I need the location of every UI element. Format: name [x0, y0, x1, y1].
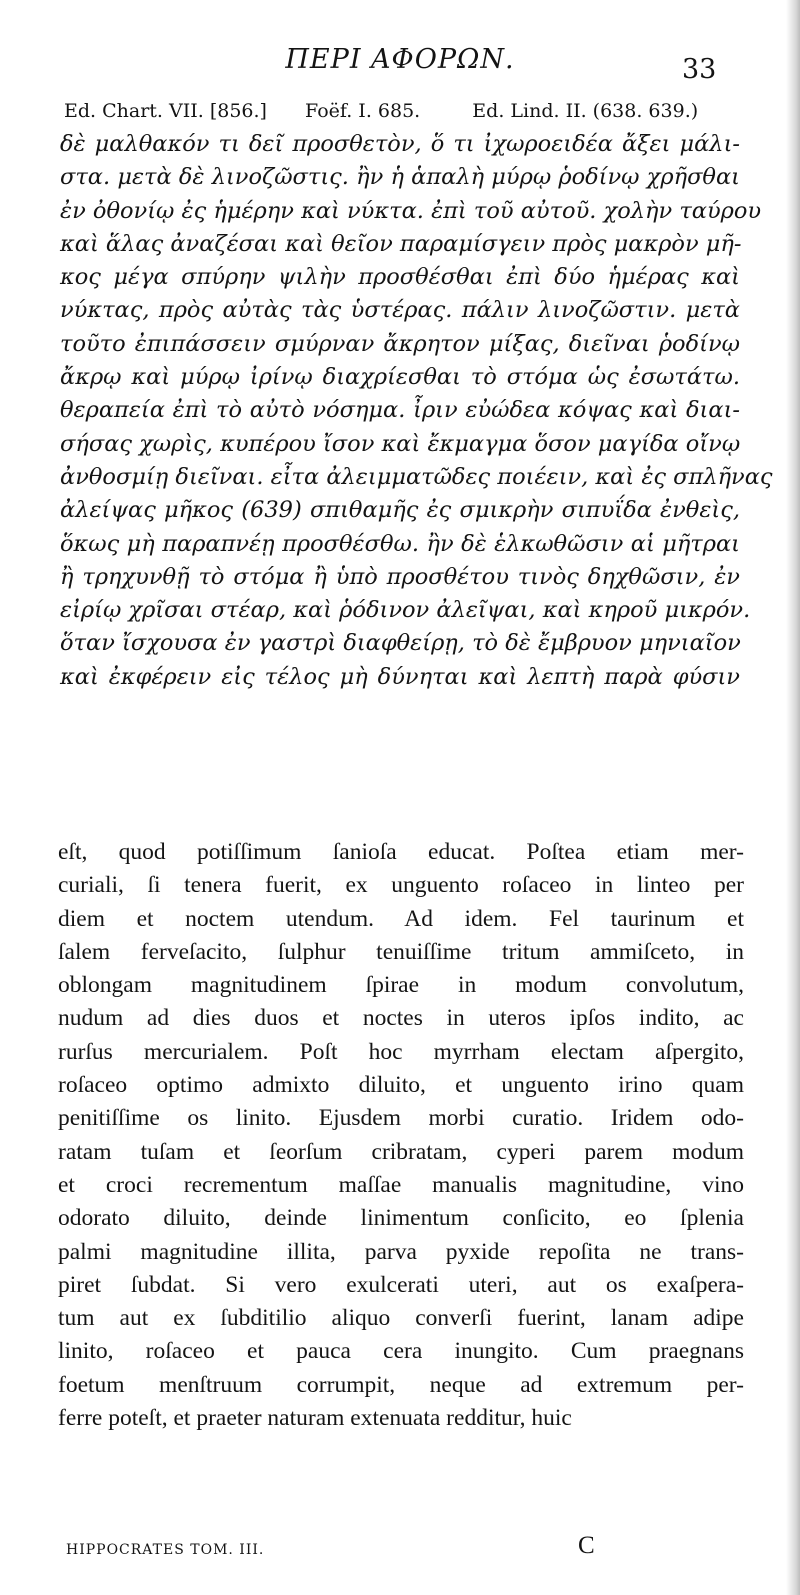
latin-line: et croci recrementum maſſae manualis magnitudine, vino: [58, 1171, 744, 1198]
latin-line: rurſus mercurialem. Poſt hoc myrrham electam aſpergito,: [58, 1038, 744, 1065]
latin-line: ſalem ferveſacito, ſulphur tenuiſſime tritum ammiſceto, in: [58, 938, 744, 965]
latin-line: nudum ad dies duos et noctes in uteros ipſos indito, ac: [58, 1005, 744, 1032]
greek-line: εἰρίῳ χρῖσαι στέαρ, καὶ ῥόδινον ἀλεῖψαι, καὶ κηροῦ μικρόν.: [60, 597, 751, 624]
greek-line: κος μέγα σπύρην ψιλὴν προσθέσθαι ἐπὶ δύο ἡμέρας καὶ: [60, 264, 740, 291]
greek-line: νύκτας, πρὸς αὐτὰς τὰς ὑστέρας. πάλιν λινοζῶστιν. μετὰ: [60, 297, 740, 324]
latin-line: linito, roſaceo et pauca cera inungito. Cum praegnans: [58, 1338, 744, 1365]
latin-text-block: [58, 836, 744, 1435]
greek-line: καὶ ἐκφέρειν εἰς τέλος μὴ δύνηται καὶ λεπτὴ παρὰ φύσιν: [60, 663, 740, 690]
ref-lind: Ed. Lind. II. (638. 639.): [472, 100, 699, 122]
greek-line: καὶ ἅλας ἀναζέσαι καὶ θεῖον παραμίσγειν πρὸς μακρὸν μῆ-: [60, 230, 742, 257]
greek-line: ὅταν ἴσχουσα ἐν γαστρὶ διαφθείρῃ, τὸ δὲ ἔμβρυον μηνιαῖον: [60, 630, 741, 657]
greek-line: ἀλείψας μῆκος (639) σπιθαμῆς ἐς σμικρὴν σιπυΐδα ἐνθεὶς,: [60, 497, 740, 524]
latin-line: oblongam magnitudinem ſpirae in modum convolutum,: [58, 972, 744, 999]
ref-chartier: Ed. Chart. VII. [856.]: [64, 100, 267, 122]
signature-mark: C: [578, 1532, 595, 1559]
printer-signature-line: HIPPOCRATES TOM. III.: [66, 1542, 265, 1558]
latin-line: foetum menſtruum corrumpit, neque ad extremum per-: [58, 1371, 744, 1398]
edition-references: [64, 100, 698, 122]
latin-line: palmi magnitudine illita, parva pyxide repoſita ne trans-: [58, 1238, 744, 1265]
greek-line: τοῦτο ἐπιπάσσειν σμύρναν ἄκρητον μίξας, διεῖναι ῥοδίνῳ: [60, 330, 740, 357]
latin-line: eſt, quod potiſſimum ſanioſa educat. Poſtea etiam mer-: [58, 839, 744, 865]
greek-line: στα. μετὰ δὲ λινοζῶστις. ἢν ἡ ἁπαλὴ μύρῳ ῥοδίνῳ χρῆσθαι: [60, 164, 740, 191]
greek-line: ἐν ὀθονίῳ ἐς ἡμέρην καὶ νύκτα. ἐπὶ τοῦ αὐτοῦ. χολὴν ταύρου: [60, 197, 762, 224]
greek-line: θεραπεία ἐπὶ τὸ αὐτὸ νόσημα. ἶριν εὐώδεα κόψας καὶ διαι-: [60, 397, 740, 424]
latin-line: tum aut ex ſubditilio aliquo converſi fuerint, lanam adipe: [58, 1305, 744, 1332]
latin-line: curiali, ſi tenera fuerit, ex unguento roſaceo in linteo per: [58, 872, 744, 899]
page-edge-shadow: [786, 0, 800, 1595]
latin-line: roſaceo optimo admixto diluito, et unguento irino quam: [58, 1072, 744, 1099]
latin-line: odorato diluito, deinde linimentum conſicito, eo ſplenia: [58, 1205, 744, 1232]
running-title: ΠΕΡΙ ΑΦΟΡΩΝ.: [285, 44, 515, 75]
greek-text-block: [60, 128, 773, 694]
latin-line: ferre poteſt, et praeter naturam extenuata redditur, huic: [58, 1405, 572, 1432]
greek-line: σήσας χωρὶς, κυπέρου ἴσον καὶ ἔκμαγμα ὅσον μαγίδα οἴνῳ: [60, 430, 741, 457]
latin-line: penitiſſime os linito. Ejusdem morbi curatio. Iridem odo-: [58, 1105, 744, 1132]
greek-line: δὲ μαλθακόν τι δεῖ προσθετὸν, ὅ τι ἰχωροειδέα ἄξει μάλι-: [60, 131, 740, 157]
greek-line: ἀνθοσμίῃ διεῖναι. εἶτα ἀλειμματῶδες ποιέειν, καὶ ἐς σπλῆνας: [60, 463, 773, 490]
latin-line: diem et noctem utendum. Ad idem. Fel taurinum et: [58, 905, 744, 932]
greek-line: ἄκρῳ καὶ μύρῳ ἰρίνῳ διαχρίεσθαι τὸ στόμα ὡς ἐσωτάτω.: [60, 364, 740, 391]
latin-line: piret ſubdat. Si vero exulcerati uteri, aut os exaſpera-: [58, 1271, 744, 1298]
page-number: 33: [682, 54, 717, 85]
ref-foes: Foëf. I. 685.: [305, 100, 421, 122]
greek-line: ὅκως μὴ παραπνέῃ προσθέσθω. ἢν δὲ ἑλκωθῶσιν αἱ μῆτραι: [60, 530, 740, 557]
greek-line: ἢ τρηχυνθῇ τὸ στόμα ἢ ὑπὸ προσθέτου τινὸς δηχθῶσιν, ἐν: [60, 563, 740, 590]
latin-line: ratam tuſam et ſeorſum cribratam, cyperi parem modum: [58, 1138, 744, 1165]
